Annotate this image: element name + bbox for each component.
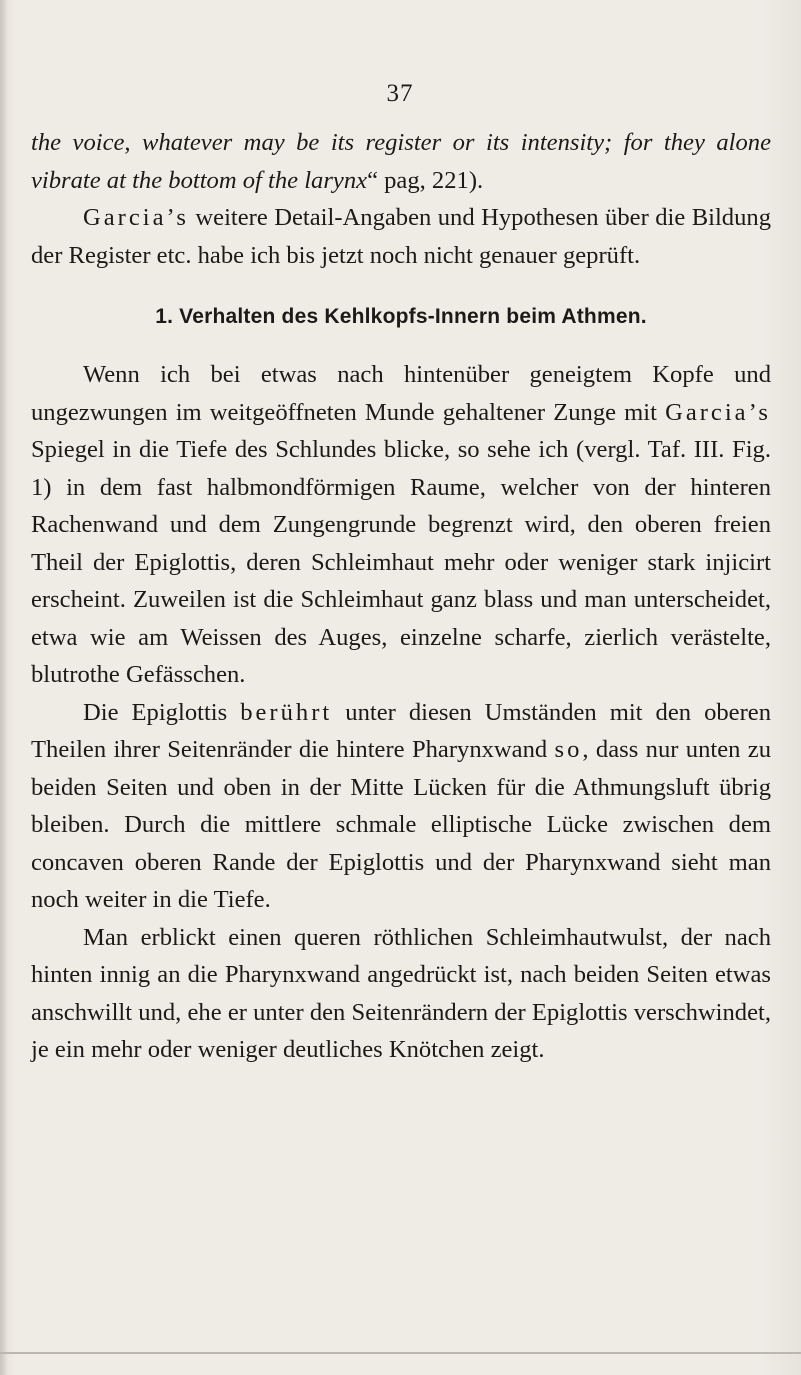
section-heading: 1. Verhalten des Kehlkopfs-Innern beim Athmen. <box>155 305 647 328</box>
author-name: Garcia’s <box>83 204 189 231</box>
page-gutter-shadow <box>0 0 8 1375</box>
author-name-2: Garcia’s <box>665 398 771 426</box>
intro-rest: weitere Detail-Angaben und Hypothesen über die Bildung der Register etc. habe ich bis jetzt noch nicht genauer geprüft. <box>31 204 771 269</box>
intro-paragraph <box>31 124 771 199</box>
emphasis-beruehrt: berührt <box>240 698 333 726</box>
english-quote: the voice, whatever may be its register or its intensity; for they alone vibrate at the bottom of the larynx <box>31 129 771 194</box>
paragraph-2-rest: , dass nur unten zu beiden Seiten und oben in der Mitte Lücken für die Athmungsluft übrig bleiben. Durch die mittlere schmale elliptische Lücke zwischen dem concaven oberen Rande der Epiglottis und der Pharynxwand sieht man noch weiter in die Tiefe. <box>31 736 771 913</box>
page-number: 37 <box>386 80 414 107</box>
paragraph-2 <box>31 694 771 919</box>
paragraph-2-mid: unter diesen Umständen mit den oberen Theilen ihrer Seitenränder die hintere Pharynxwand <box>31 698 771 763</box>
paragraph-3: Man erblickt einen queren röthlichen Schleimhautwulst, der nach hinten innig an die Pharynxwand angedrückt ist, nach beiden Seiten etwas anschwillt und, ehe er unter den Seitenrändern der Epiglottis verschwindet, je ein mehr oder weniger deutliches Knötchen zeigt. <box>31 923 771 1063</box>
emphasis-so: so <box>554 736 583 763</box>
paragraph-2-start: Die Epiglottis <box>83 698 241 726</box>
quote-citation: “ pag, 221). <box>367 166 484 194</box>
paragraph-1 <box>31 356 771 694</box>
page-bottom-edge <box>0 1352 801 1354</box>
paragraph-1-rest: Spiegel in die Tiefe des Schlundes blicke, so sehe ich (vergl. Taf. III. Fig. 1) in dem fast halbmondförmigen Raume, welcher von der hinteren Rachenwand und dem Zungengrunde begrenzt wird, den oberen freien Theil der Epiglottis, deren Schleimhaut mehr oder weniger stark injicirt erscheint. Zuweilen ist die Schleimhaut ganz blass und man unterscheidet, etwa wie am Weissen des Auges, einzelne scharfe, zierlich verästelte, blutrothe Gefässchen. <box>31 436 771 688</box>
body-text <box>31 124 771 1069</box>
paragraph-1-start: Wenn ich bei etwas nach hintenüber geneigtem Kopfe und ungezwungen im weitgeöffneten Munde gehaltener Zunge mit <box>31 361 771 426</box>
intro-continuation <box>31 199 771 274</box>
